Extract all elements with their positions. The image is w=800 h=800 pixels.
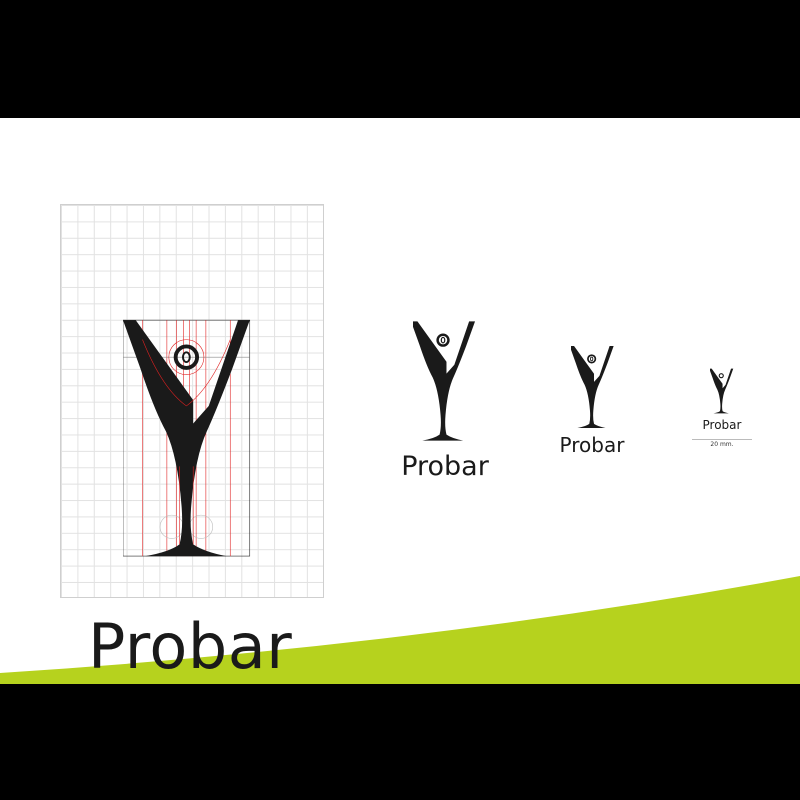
logo-mark-small [710, 368, 734, 414]
logo-mark-large [413, 321, 477, 441]
logo-glass-figure [123, 320, 250, 556]
size-note: 20 mm. [692, 439, 752, 448]
logo-construction-drawing [123, 319, 318, 565]
big-wordmark: Probar [88, 610, 293, 683]
wordmark-small: Probar [702, 418, 742, 432]
wordmark-medium: Probar [559, 433, 625, 457]
wordmark-large: Probar [401, 451, 489, 482]
logo-mark-medium [571, 346, 615, 428]
construction-grid [60, 204, 324, 683]
presentation-board [0, 118, 800, 684]
